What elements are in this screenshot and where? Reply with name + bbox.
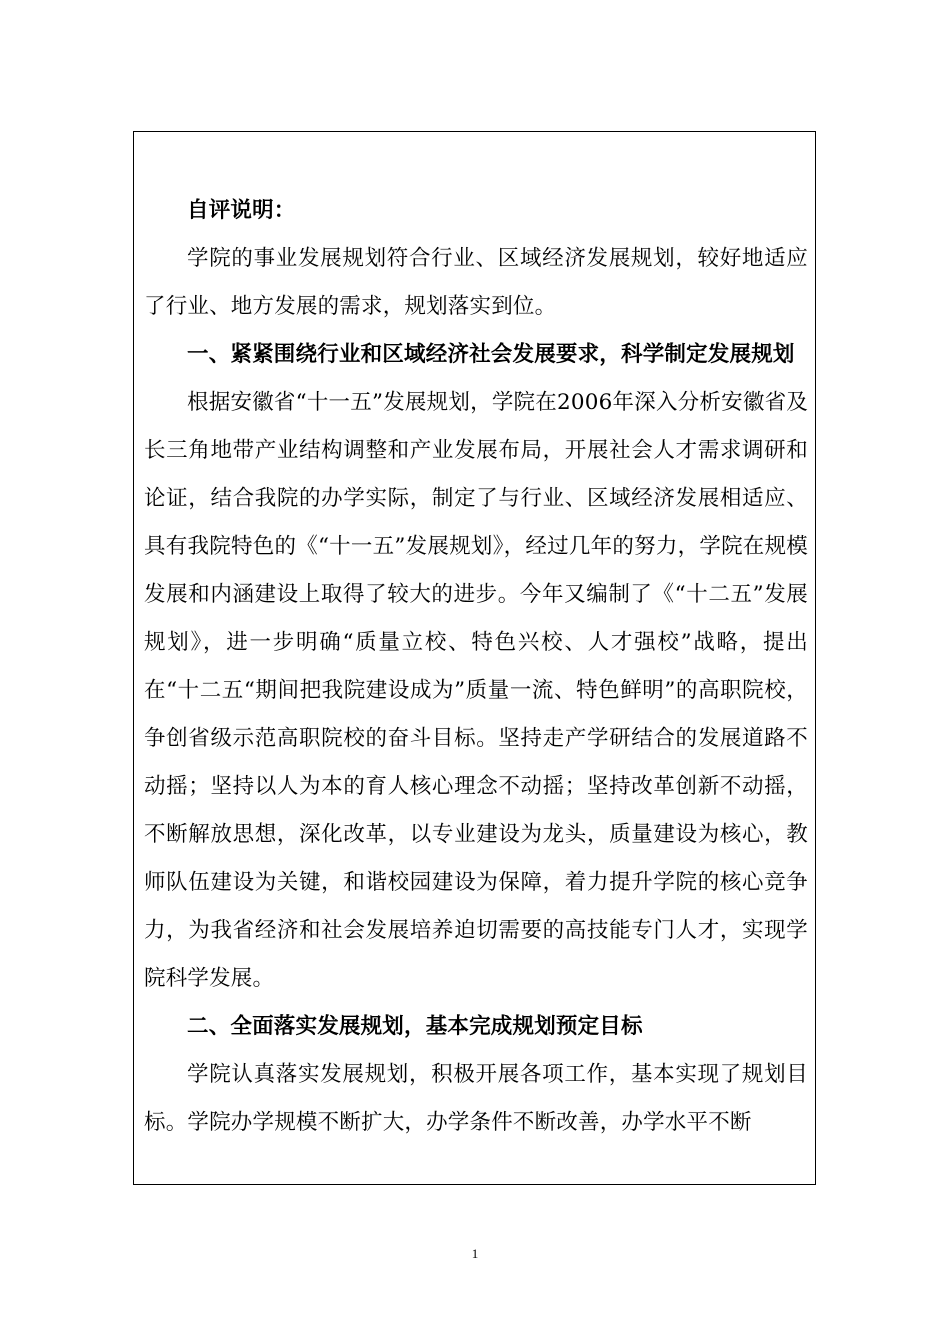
section-two-heading: 二、全面落实发展规划，基本完成规划预定目标 xyxy=(187,1014,643,1039)
section-two-body: 学院认真落实发展规划，积极开展各项工作，基本实现了规划目标。学院办学规模不断扩大，办学条件不断改善，办学水平不断 xyxy=(144,1062,808,1135)
document-body xyxy=(144,187,808,1147)
section-one-body: 根据安徽省“十一五”发展规划，学院在2006年深入分析安徽省及长三角地带产业结构调整和产业发展布局，开展社会人才需求调研和论证，结合我院的办学实际，制定了与行业、区域经济发展相适应、具有我院特色的《“十一五”发展规划》，经过几年的努力，学院在规模发展和内涵建设上取得了较大的进步。今年又编制了《“十二五”发展规划》，进一步明确“质量立校、特色兴校、人才强校”战略，提出在“十二五“期间把我院建设成为”质量一流、特色鲜明”的高职院校，争创省级示范高职院校的奋斗目标。坚持走产学研结合的发展道路不动摇；坚持以人为本的育人核心理念不动摇；坚持改革创新不动摇，不断解放思想，深化改革，以专业建设为龙头，质量建设为核心，教师队伍建设为关键，和谐校园建设为保障，着力提升学院的核心竞争力，为我省经济和社会发展培养迫切需要的高技能专门人才，实现学院科学发展。 xyxy=(144,390,808,991)
section-one-heading: 一、紧紧围绕行业和区域经济社会发展要求，科学制定发展规划 xyxy=(187,342,795,367)
document-frame xyxy=(133,131,816,1185)
summary-paragraph: 学院的事业发展规划符合行业、区域经济发展规划，较好地适应了行业、地方发展的需求，规划落实到位。 xyxy=(144,246,808,319)
self-evaluation-title: 自评说明： xyxy=(187,198,296,223)
page-number: 1 xyxy=(471,1246,479,1261)
